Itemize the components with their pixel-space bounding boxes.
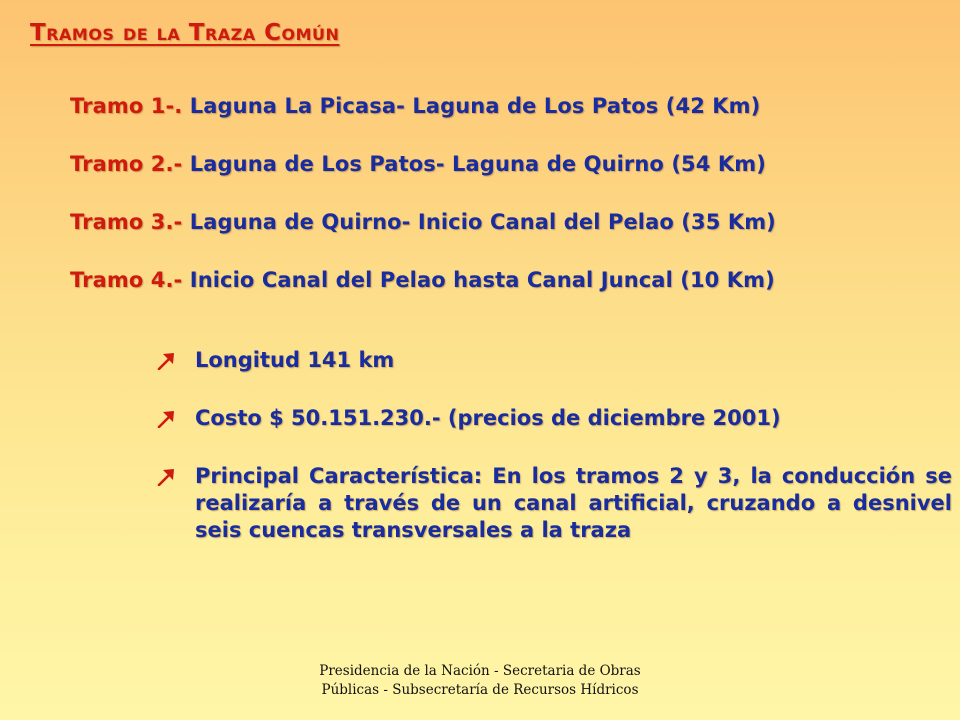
tramo-description: Laguna de Quirno- Inicio Canal del Pelao (35 Km) bbox=[189, 210, 776, 234]
tramo-label: Tramo 1-. bbox=[70, 94, 183, 118]
footer-caption: Presidencia de la Nación - Secretaria de Obras Públicas - Subsecretaría de Recursos Hídricos bbox=[319, 663, 641, 698]
tramo-item bbox=[70, 152, 950, 210]
bullet-text: Longitud 141 km bbox=[195, 348, 395, 372]
arrow-bullet-icon bbox=[157, 468, 175, 486]
arrow-bullet-icon bbox=[157, 410, 175, 428]
bullet-item-costo bbox=[155, 405, 952, 463]
bullet-list bbox=[155, 347, 952, 544]
bullet-text: Costo $ 50.151.230.- (precios de diciembre 2001) bbox=[195, 406, 781, 430]
tramo-item bbox=[70, 210, 950, 268]
tramos-list bbox=[70, 94, 950, 326]
tramo-description: Inicio Canal del Pelao hasta Canal Juncal (10 Km) bbox=[189, 268, 775, 292]
arrow-bullet-icon bbox=[157, 352, 175, 370]
tramo-label: Tramo 2.- bbox=[70, 152, 183, 176]
tramo-item bbox=[70, 94, 950, 152]
bullet-item-longitud bbox=[155, 347, 952, 405]
tramo-label: Tramo 3.- bbox=[70, 210, 183, 234]
tramo-item bbox=[70, 268, 950, 326]
tramo-description: Laguna de Los Patos- Laguna de Quirno (54 Km) bbox=[189, 152, 766, 176]
bullet-item-caracteristica bbox=[155, 463, 952, 544]
tramo-description: Laguna La Picasa- Laguna de Los Patos (42 Km) bbox=[189, 94, 761, 118]
slide-title: Tramos de la Traza Común bbox=[30, 20, 340, 46]
tramo-label: Tramo 4.- bbox=[70, 268, 183, 292]
bullet-text: Principal Característica: En los tramos 2 y 3, la conducción se realizaría a través de un canal artificial, cruzando a desnivel seis cuencas transversales a la traza bbox=[195, 464, 952, 542]
